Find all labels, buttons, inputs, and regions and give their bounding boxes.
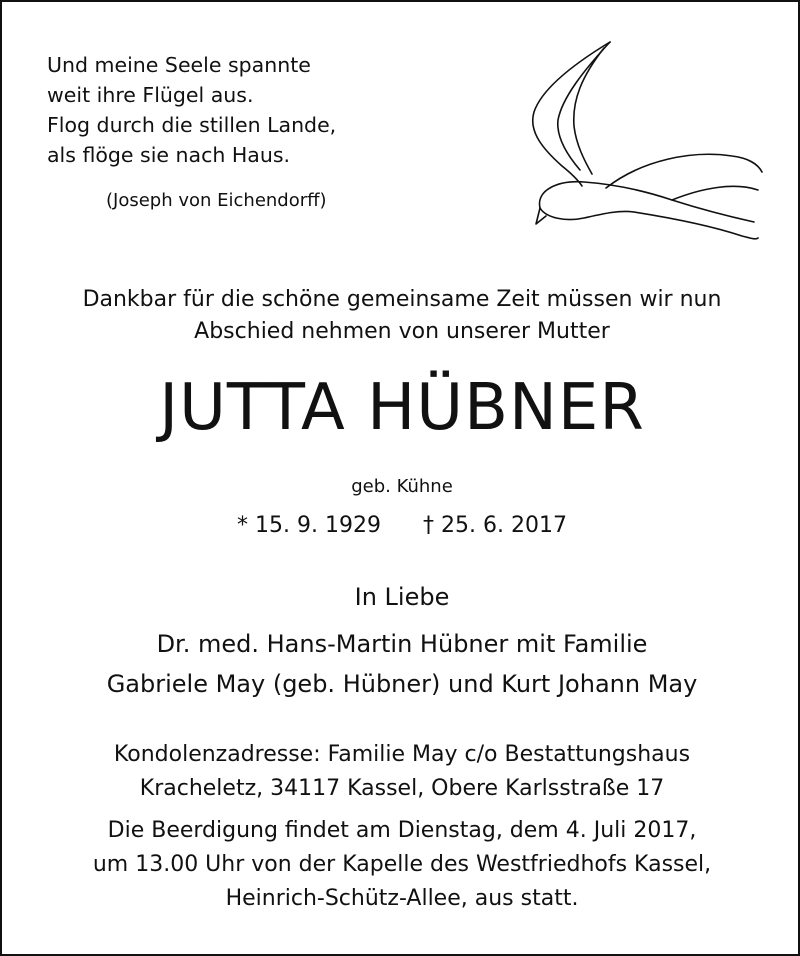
funeral-line: um 13.00 Uhr von der Kapelle des Westfriedhofs Kassel,: [92, 852, 712, 877]
poem-line: weit ihre Flügel aus.: [47, 83, 254, 107]
dove-head: [540, 208, 634, 220]
dove-body: [540, 182, 754, 222]
intro-line: Abschied nehmen von unserer Mutter: [194, 319, 610, 344]
condolence-line: Kondolenzadresse: Familie May c/o Bestattungshaus: [113, 742, 691, 767]
death-date: † 25. 6. 2017: [423, 513, 567, 538]
poem-line: als flöge sie nach Haus.: [47, 143, 291, 167]
maiden-name: geb. Kühne: [351, 476, 453, 497]
poem-attribution: (Joseph von Eichendorff): [106, 190, 327, 211]
dove-wing-upper-inner: [558, 42, 610, 170]
deceased-name: JUTTA HÜBNER: [159, 371, 645, 445]
dove-wing-lower: [606, 154, 762, 188]
life-dates: [2, 510, 800, 542]
birth-date: * 15. 9. 1929: [237, 513, 381, 538]
dove-tail-inner: [672, 186, 758, 200]
intro-line: Dankbar für die schöne gemeinsame Zeit müssen wir nun: [82, 287, 722, 312]
funeral-line: Die Beerdigung findet am Dienstag, dem 4. Juli 2017,: [107, 818, 697, 843]
mourner-line: Gabriele May (geb. Hübner) und Kurt Johann May: [106, 670, 698, 698]
condolence-address: [2, 738, 800, 806]
condolence-line: Kracheletz, 34117 Kassel, Obere Karlsstraße 17: [139, 776, 665, 801]
dove-tail: [634, 212, 758, 239]
mourners-list: [2, 624, 800, 704]
funeral-line: Heinrich-Schütz-Allee, aus statt.: [225, 886, 579, 911]
funeral-info: [2, 814, 800, 916]
mourner-line: Dr. med. Hans-Martin Hübner mit Familie: [156, 630, 648, 658]
intro-text: [2, 284, 800, 348]
poem-line: Flog durch die stillen Lande,: [47, 113, 337, 137]
dove-wing-upper: [533, 42, 610, 186]
poem: [47, 50, 336, 170]
dove-icon: [522, 40, 772, 240]
mourners-heading: In Liebe: [354, 583, 450, 611]
poem-line: Und meine Seele spannte: [47, 53, 311, 77]
